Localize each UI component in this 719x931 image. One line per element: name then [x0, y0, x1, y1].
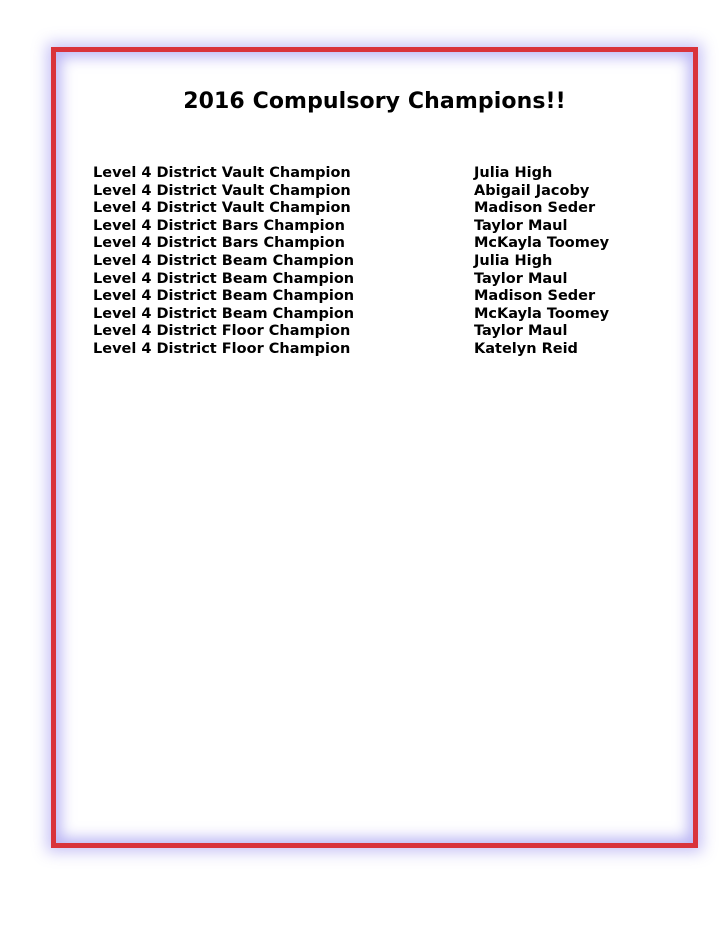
- champion-row: [93, 271, 653, 289]
- champion-row: [93, 323, 653, 341]
- champion-row: [93, 306, 653, 324]
- champion-row: [93, 183, 653, 201]
- award-label: Level 4 District Vault Champion: [93, 165, 351, 181]
- award-label: Level 4 District Beam Champion: [93, 252, 355, 269]
- champion-row: [93, 235, 653, 253]
- award-label: Level 4 District Floor Champion: [93, 323, 351, 340]
- award-label: Level 4 District Bars Champion: [93, 217, 345, 234]
- champion-name: Abigail Jacoby: [474, 182, 590, 199]
- award-label: Level 4 District Beam Champion: [93, 305, 355, 322]
- champion-name: Taylor Maul: [474, 217, 568, 234]
- champion-row: [93, 200, 653, 218]
- award-label: Level 4 District Vault Champion: [93, 200, 351, 217]
- award-label: Level 4 District Beam Champion: [93, 288, 355, 305]
- award-label: Level 4 District Vault Champion: [93, 182, 351, 199]
- champions-list: [93, 165, 653, 359]
- champion-row: [93, 341, 653, 359]
- champion-name: Julia High: [474, 165, 553, 181]
- champion-name: McKayla Toomey: [474, 305, 610, 322]
- champion-name: Julia High: [474, 252, 553, 269]
- champion-name: Taylor Maul: [474, 323, 568, 340]
- champion-row: [93, 288, 653, 306]
- award-label: Level 4 District Bars Champion: [93, 235, 345, 252]
- page-title: 2016 Compulsory Champions!!: [183, 89, 566, 114]
- champion-name: Madison Seder: [474, 200, 596, 217]
- award-label: Level 4 District Floor Champion: [93, 340, 351, 357]
- champion-name: Taylor Maul: [474, 270, 568, 287]
- champion-name: McKayla Toomey: [474, 235, 610, 252]
- champion-row: [93, 165, 653, 183]
- award-label: Level 4 District Beam Champion: [93, 270, 355, 287]
- page-frame: [51, 47, 698, 848]
- champion-row: [93, 253, 653, 271]
- champion-row: [93, 218, 653, 236]
- champion-name: Katelyn Reid: [474, 340, 578, 357]
- champion-name: Madison Seder: [474, 288, 596, 305]
